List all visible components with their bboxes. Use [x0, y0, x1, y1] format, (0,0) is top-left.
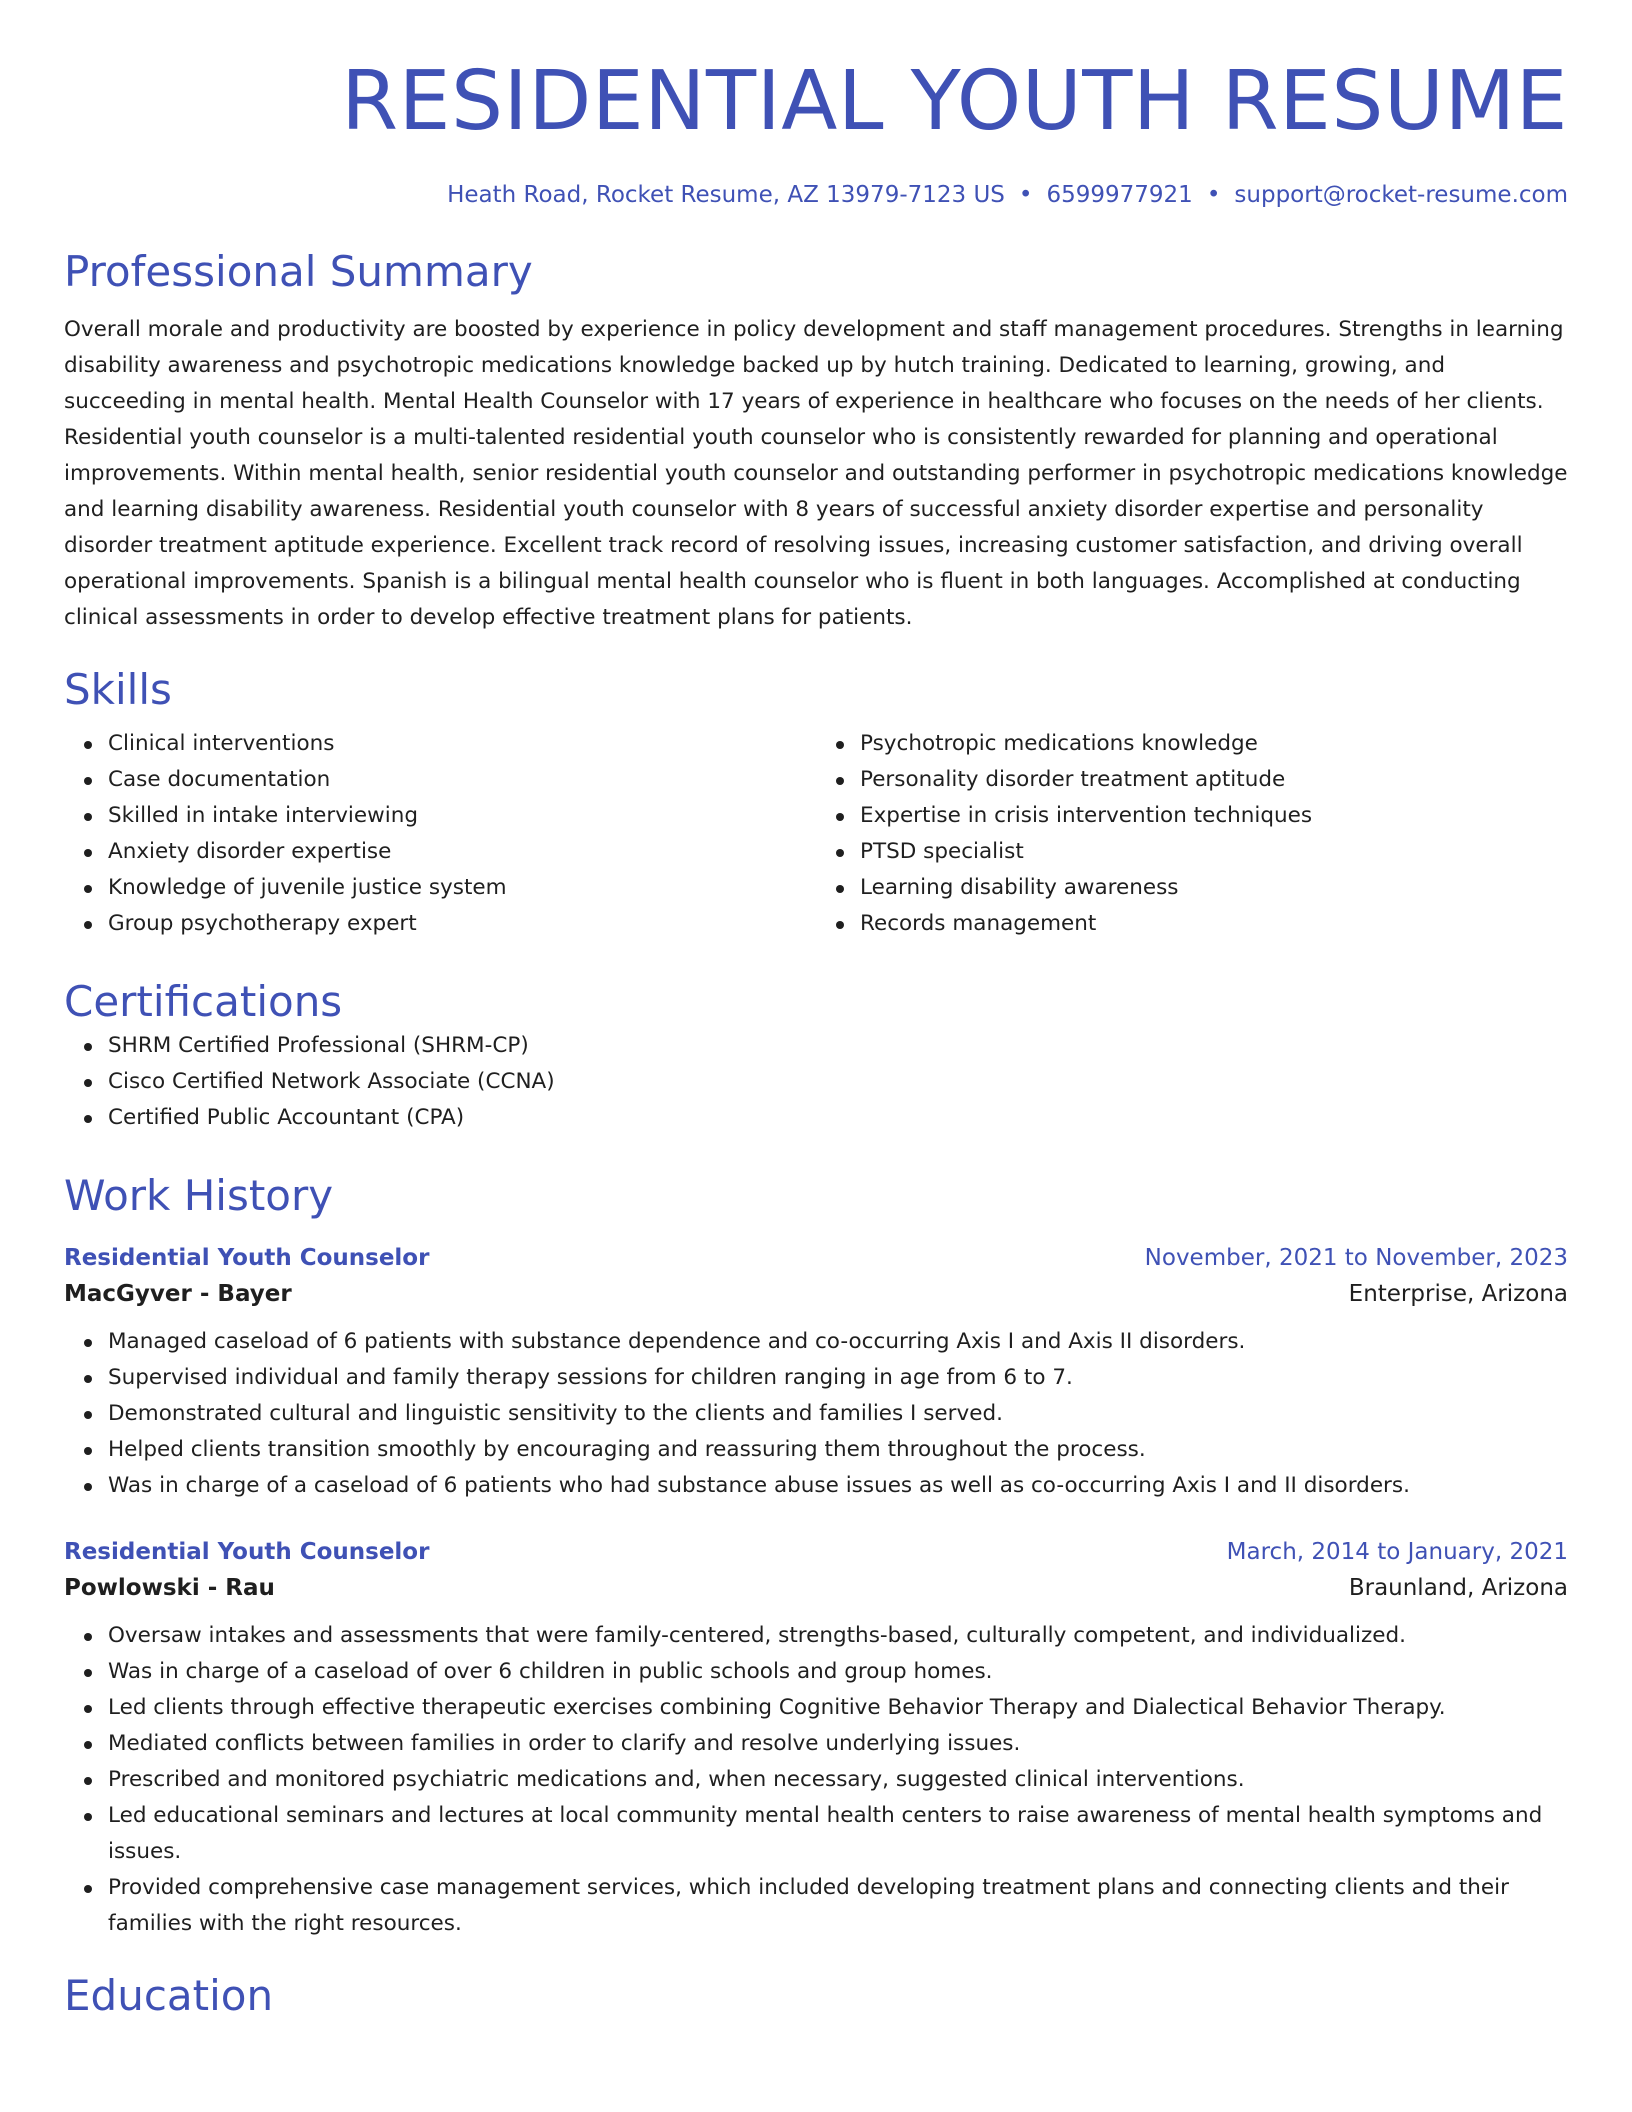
job-company: MacGyver - Bayer [64, 1281, 292, 1307]
contact-phone: 6599977921 [1046, 182, 1193, 208]
contact-separator: • [1018, 182, 1033, 208]
skills-column-left [64, 726, 816, 942]
job-bullet: Demonstrated cultural and linguistic sensitivity to the clients and families I served. [108, 1396, 1568, 1432]
job-bullets [64, 1324, 1568, 1504]
job-header-row [64, 1536, 1568, 1568]
skill-item: PTSD specialist [860, 834, 1568, 870]
job-location: Braunland, Arizona [1348, 1575, 1568, 1601]
contact-separator: • [1206, 182, 1221, 208]
skill-item: Knowledge of juvenile justice system [108, 870, 816, 906]
job-dates: March, 2014 to January, 2021 [1226, 1539, 1568, 1565]
job-bullet: Supervised individual and family therapy sessions for children ranging in age from 6 to 7. [108, 1360, 1568, 1396]
job-bullet: Provided comprehensive case management services, which included developing treatment plans and connecting clients and their families with the right resources. [108, 1870, 1568, 1942]
work-history-heading: Work History [64, 1171, 334, 1220]
job-bullet: Mediated conflicts between families in order to clarify and resolve underlying issues. [108, 1726, 1568, 1762]
job-bullet: Managed caseload of 6 patients with substance dependence and co-occurring Axis I and Axis II disorders. [108, 1324, 1568, 1360]
contact-email[interactable]: support@rocket-resume.com [1234, 182, 1568, 208]
skill-item: Personality disorder treatment aptitude [860, 762, 1568, 798]
job-bullet: Led clients through effective therapeutic exercises combining Cognitive Behavior Therapy and Dialectical Behavior Therapy. [108, 1690, 1568, 1726]
job-dates: November, 2021 to November, 2023 [1144, 1245, 1568, 1271]
job-title: Residential Youth Counselor [64, 1245, 430, 1271]
job-title: Residential Youth Counselor [64, 1539, 430, 1565]
certification-item: Cisco Certified Network Associate (CCNA) [108, 1064, 1568, 1100]
job-bullet: Oversaw intakes and assessments that were family-centered, strengths-based, culturally competent, and individualized. [108, 1618, 1568, 1654]
contact-line [64, 180, 1568, 210]
skills-column-right [816, 726, 1568, 942]
skills-heading: Skills [64, 665, 172, 714]
skills-list-right [816, 726, 1568, 942]
skill-item: Skilled in intake interviewing [108, 798, 816, 834]
summary-heading: Professional Summary [64, 247, 533, 296]
certifications-list [64, 1028, 1568, 1136]
certification-item: SHRM Certified Professional (SHRM-CP) [108, 1028, 1568, 1064]
skill-item: Learning disability awareness [860, 870, 1568, 906]
job-bullet: Helped clients transition smoothly by encouraging and reassuring them throughout the process. [108, 1432, 1568, 1468]
skills-grid [64, 726, 1568, 942]
skill-item: Clinical interventions [108, 726, 816, 762]
skill-item: Group psychotherapy expert [108, 906, 816, 942]
education-heading: Education [64, 1971, 274, 2020]
summary-text: Overall morale and productivity are boosted by experience in policy development and staff management procedures. Strengths in learning disability awareness and psychotropic medications knowledge backed up by hutch training. Dedicated to learning, growing, and succeeding in mental health. Mental Health Counselor with 17 years of experience in healthcare who focuses on the needs of her clients. Residential youth counselor is a multi-talented residential youth counselor who is consistently rewarded for planning and operational improvements. Within mental health, senior residential youth counselor and outstanding performer in psychotropic medications knowledge and learning disability awareness. Residential youth counselor with 8 years of successful anxiety disorder expertise and personality disorder treatment aptitude experience. Excellent track record of resolving issues, increasing customer satisfaction, and driving overall operational improvements. Spanish is a bilingual mental health counselor who is fluent in both languages. Accomplished at conducting clinical assessments in order to develop effective treatment plans for patients. [64, 317, 1568, 630]
skill-item: Expertise in crisis intervention techniques [860, 798, 1568, 834]
job-bullets [64, 1618, 1568, 1942]
job-company-row [64, 1568, 1568, 1608]
job-location: Enterprise, Arizona [1348, 1281, 1568, 1307]
job-bullet: Was in charge of a caseload of over 6 children in public schools and group homes. [108, 1654, 1568, 1690]
contact-address: Heath Road, Rocket Resume, AZ 13979-7123 US [447, 182, 1005, 208]
job-header-row [64, 1242, 1568, 1274]
job-entry [64, 1242, 1568, 1504]
skills-list-left [64, 726, 816, 942]
skill-item: Records management [860, 906, 1568, 942]
skill-item: Anxiety disorder expertise [108, 834, 816, 870]
job-company-row [64, 1274, 1568, 1314]
job-bullet: Led educational seminars and lectures at local community mental health centers to raise awareness of mental health symptoms and issues. [108, 1798, 1568, 1870]
skill-item: Case documentation [108, 762, 816, 798]
job-company: Powlowski - Rau [64, 1575, 275, 1601]
job-bullet: Was in charge of a caseload of 6 patients who had substance abuse issues as well as co-occurring Axis I and II disorders. [108, 1468, 1568, 1504]
resume-title: RESIDENTIAL YOUTH RESUME [341, 54, 1568, 149]
certifications-heading: Certifications [64, 977, 343, 1026]
job-entry [64, 1536, 1568, 1942]
job-bullet: Prescribed and monitored psychiatric medications and, when necessary, suggested clinical interventions. [108, 1762, 1568, 1798]
skill-item: Psychotropic medications knowledge [860, 726, 1568, 762]
certification-item: Certified Public Accountant (CPA) [108, 1100, 1568, 1136]
